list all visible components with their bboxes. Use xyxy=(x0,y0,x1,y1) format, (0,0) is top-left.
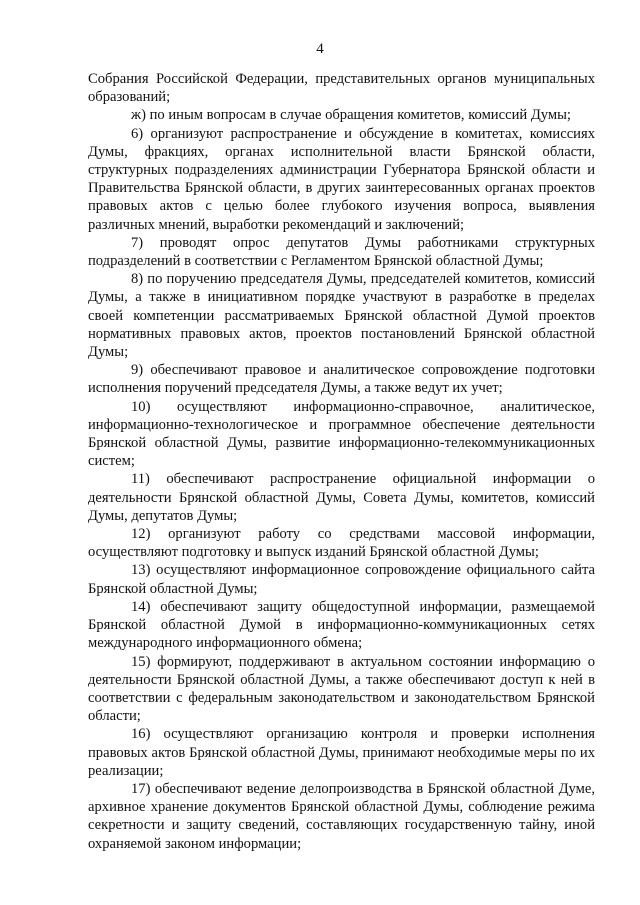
body-text xyxy=(88,70,595,853)
list-item: 12) организуют работу со средствами массовой информации, осуществляют подготовку и выпуск изданий Брянской областной Думы; xyxy=(88,526,595,561)
list-item: 11) обеспечивают распространение официальной информации о деятельности Брянской областной Думы, Совета Думы, комитетов, комиссий Думы, депутатов Думы; xyxy=(88,471,595,524)
list-item: 9) обеспечивают правовое и аналитическое сопровождение подготовки исполнения поручений председателя Думы, а также ведут их учет; xyxy=(88,362,595,397)
page-number: 4 xyxy=(316,41,324,57)
list-item: 6) организуют распространение и обсуждение в комитетах, комиссиях Думы, фракциях, органах исполнительной власти Брянской области, структурных подразделениях администрации Губернатора Брянской области и Правительства Брянской области, в других заинтересованных органах проектов правовых актов с целью более глубокого изучения вопроса, выявления различных мнений, выработки рекомендаций и заключений; xyxy=(88,125,595,233)
list-item: 7) проводят опрос депутатов Думы работниками структурных подразделений в соответствии с Регламентом Брянской областной Думы; xyxy=(88,234,595,270)
list-item: 13) осуществляют информационное сопровождение официального сайта Брянской областной Думы; xyxy=(88,562,595,597)
list-item: 15) формируют, поддерживают в актуальном состоянии информацию о деятельности Брянской областной Думы, а также обеспечивают доступ к ней в соответствии с федеральным законодательством и законодательством Брянской области; xyxy=(88,653,595,725)
list-item: 17) обеспечивают ведение делопроизводства в Брянской областной Думе, архивное хранение документов Брянской областной Думы, соблюдение режима секретности и защиту сведений, составляющих государственную тайну, иной охраняемой законом информации; xyxy=(88,780,595,852)
list-item: 16) осуществляют организацию контроля и проверки исполнения правовых актов Брянской областной Думы, принимают необходимые меры по их реализации; xyxy=(88,726,595,779)
list-item: 14) обеспечивают защиту общедоступной информации, размещаемой Брянской областной Думой в информационно-коммуникационных сетях международного информационного обмена; xyxy=(88,598,595,652)
paragraph: Собрания Российской Федерации, представительных органов муниципальных образований; xyxy=(88,71,595,106)
list-item: 8) по поручению председателя Думы, председателей комитетов, комиссий Думы, а также в инициативном порядке участвуют в разработке в пределах своей компетенции рассматриваемых Брянской областной Думой проектов нормативных правовых актов, проектов постановлений Брянской областной Думы; xyxy=(88,271,595,361)
list-item: 10) осуществляют информационно-справочное, аналитическое, информационно-технологическое и программное обеспечение деятельности Брянской областной Думы, развитие информационно-телекоммуникационных систем; xyxy=(88,398,595,470)
list-item: ж) по иным вопросам в случае обращения комитетов, комиссий Думы; xyxy=(131,107,571,124)
